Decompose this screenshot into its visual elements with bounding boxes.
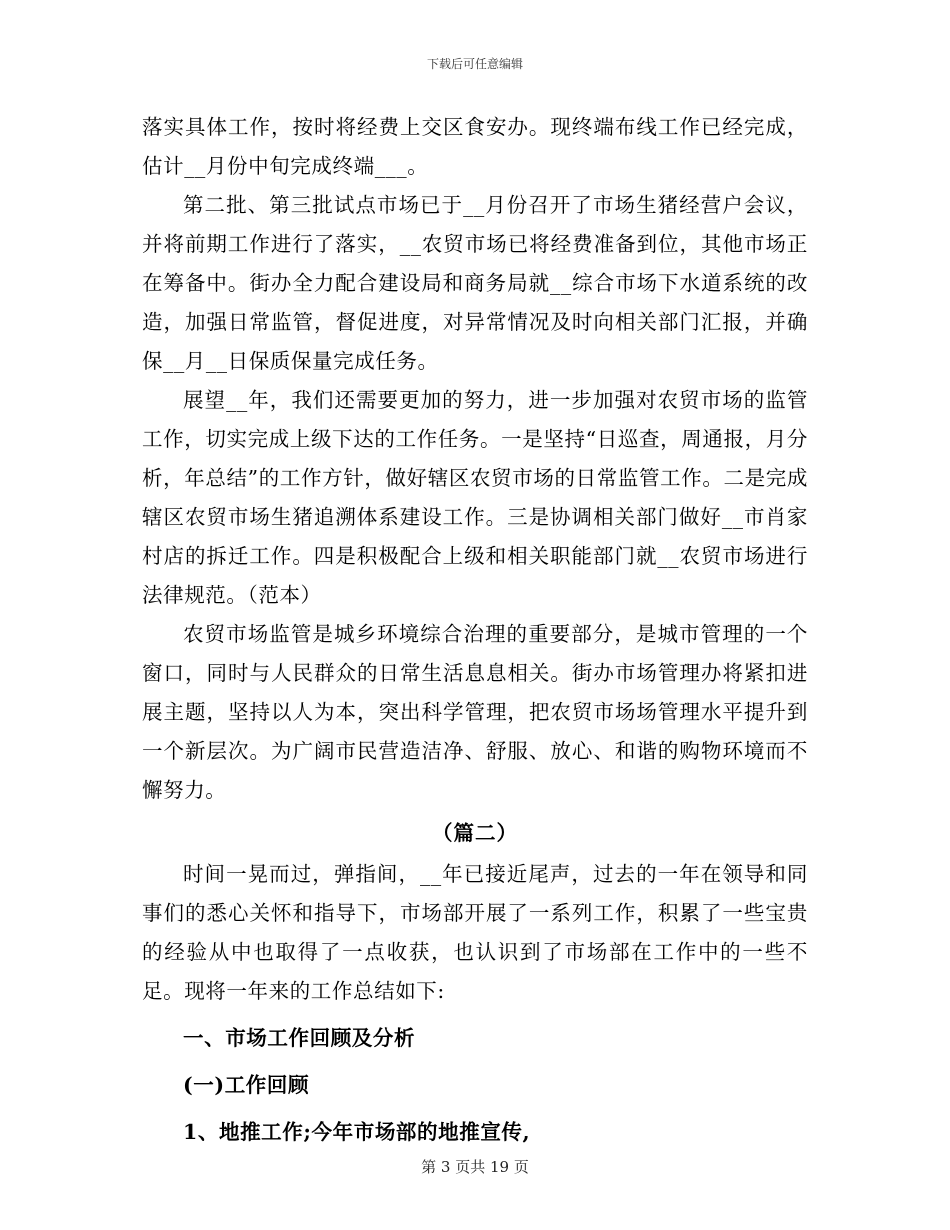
paragraph-2: 第二批、第三批试点市场已于__月份召开了市场生猪经营户会议，并将前期工作进行了落实，__农贸市场已将经费准备到位，其他市场正在筹备中。街办全力配合建设局和商务局就__综合市场下水道系统的改造，加强日常监管，督促进度，对异常情况及时向相关部门汇报，并确保__月__日保质保量完成任务。 [142,193,808,373]
page-footer: 第 3 页共 19 页 [421,1158,529,1176]
heading-1: 一、市场工作回顾及分析 [183,1026,416,1050]
heading-2: (一)工作回顾 [183,1073,310,1097]
paragraph-4: 农贸市场监管是城乡环境综合治理的重要部分，是城市管理的一个窗口，同时与人民群众的日常生活息息相关。街办市场管理办将紧扣进展主题，坚持以人为本，突出科学管理，把农贸市场场管理水平提升到一个新层次。为广阔市民营造洁净、舒服、放心、和谐的购物环境而不懈努力。 [142,622,808,802]
heading-3: 1、地推工作;今年市场部的地推宣传, [183,1120,531,1144]
paragraph-5: 时间一晃而过，弹指间，__年已接近尾声，过去的一年在领导和同事们的悉心关怀和指导下，市场部开展了一系列工作，积累了一些宝贵的经验从中也取得了一点收获，也认识到了市场部在工作中的一些不足。现将一年来的工作总结如下: [142,862,808,1003]
page-header: 下载后可任意编辑 [426,57,523,71]
document-body [142,108,808,1152]
paragraph-1: 落实具体工作，按时将经费上交区食安办。现终端布线工作已经完成，估计__月份中旬完成终端___。 [142,115,808,178]
paragraph-3: 展望__年，我们还需要更加的努力，进一步加强对农贸市场的监管工作，切实完成上级下达的工作任务。一是坚持“日巡查，周通报，月分析，年总结”的工作方针，做好辖区农贸市场的日常监管工作。二是完成辖区农贸市场生猪追溯体系建设工作。三是协调相关部门做好__市肖家村店的拆迁工作。四是积极配合上级和相关职能部门就__农贸市场进行法律规范。（范本） [142,388,808,607]
section-title: （篇二） [432,821,518,845]
